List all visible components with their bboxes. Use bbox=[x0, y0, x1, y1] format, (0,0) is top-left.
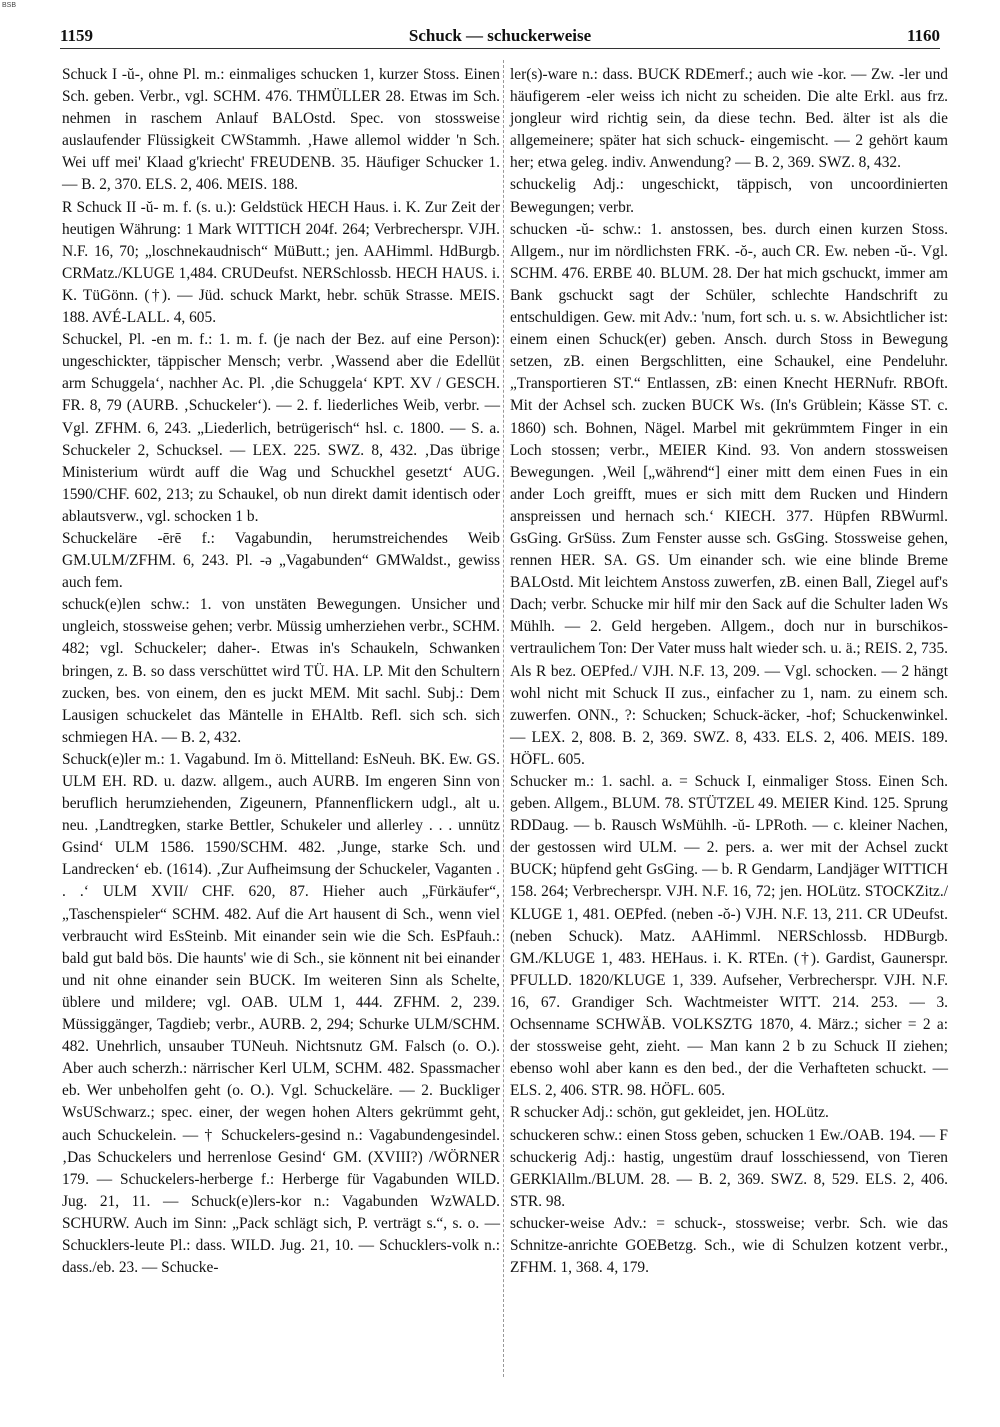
entry-schuckerweise: schucker-weise Adv.: = schuck-, stossweise; verbr. Sch. wie das Schnitze-anrichte GOEBetzg. Sch., wie di Schulzen kotzent verbr., ZFHM. 1, 368. 4, 179. bbox=[510, 1214, 948, 1277]
entry-schuckelaere: Schuckeläre -ērē f.: Vagabundin, herumstreichendes Weib GM.ULM/ZFHM. 6, 243. Pl. -ə „Vagabunden“ GMWaldst., gewiss auch fem. bbox=[62, 529, 500, 592]
entry-schuckeren: schuckeren schw.: einen Stoss geben, schucken 1 Ew./OAB. 194. — F schuckerig Adj.: hastig, ungestüm drauf losschiessend, von Tieren GERKlAllm./BLUM. 28. — B. 2, 369. SWZ. 8, 529. ELS. 2, 406. STR. 98. bbox=[510, 1126, 948, 1210]
page-header bbox=[60, 26, 940, 50]
library-stamp: BSB bbox=[2, 2, 17, 9]
entry-schuckeler: Schuck(e)ler m.: 1. Vagabund. Im ö. Mittelland: EsNeuh. BK. Ew. GS. ULM EH. RD. u. dazw. allgem., auch AURB. Im engeren Sinn von beruflich herumziehenden, Zigeunern, Pfannenflickern udgl., alt u. neu. ‚Landtregken, starke Bettler, Schukeler und allerley . . . unnütz Gsind‘ ULM 1586. 1590/SCHM. 482. ‚Junge, starke Sch. und Landrecken‘ eb. (1614). ‚Zur Aufheimsung der Schuckeler, Vaganten . . .‘ ULM XVII/ CHF. 620, 87. Hieher auch „Fürkäufer“, „Taschenspieler“ SCHM. 482. Auf die Art hausent di Sch., wenn viel verbraucht wird EsSteinb. Mit einander sein wie die Sch. EsPfauh.: bald gut bald bös. Die haunts' wie di Sch., sie könnent nit bei einander und nit ohne einander sein BUCK. Im weiteren Sinn als Schelte, üblere und mildere; vgl. OAB. ULM 1, 444. ZFHM. 2, 239. Müssiggänger, Tagdieb; verbr., AURB. 2, 294; Schurke ULM/SCHM. 482. Unehrlich, unsauber TUNeuh. Nichtsnutz GM. Falsch (o. O.). Aber auch scherzh.: närrischer Kerl ULM, SCHM. 482. Spassmacher eb. Wer unbeholfen geht (o. O.). Vgl. Schuckeläre. — 2. Buckliger WsUSchwarz.; spec. einer, der wegen hohen Alters gekrümmt geht, auch Schuckelein. — † Schuckelers-gesind n.: Vagabundengesindel. ‚Das Schuckelers und herrenlose Gesind‘ GM. (XVIII?) /WÖRNER 179. — Schuckelers-herberge f.: Herberge für Vagabunden WILD. Jug. 21, 11. — Schuck(e)lers-kor n.: Vagabunden WzWALD. SCHURW. Auch im Sinn: „Pack schlägt sich, P. verträgt s.“, s. o. — Schucklers-leute Pl.: dass. WILD. Jug. 21, 10. — Schucklers-volk n.: dass./eb. 23. — Schucke- bbox=[62, 750, 500, 1277]
left-column bbox=[62, 64, 500, 1279]
entry-schuckel: Schuckel, Pl. -en m. f.: 1. m. f. (je nach der Bez. auf eine Person): ungeschickter, täppischer Mensch; verbr. ‚Wassend aber die Edellüt arm Schuggela‘, nachher Ac. Pl. ‚die Schuggela‘ KPT. XV / GESCH. FR. 8, 79 (AURB. ‚Schuckeler‘). — 2. f. liederliches Weib, verbr. — Vgl. ZFHM. 6, 243. „Liederlich, betrügerisch“ hsl. c. 1800. — S. a. Schuckeler 2, Schucksel. — LEX. 225. SWZ. 8, 432. ‚Das übrige Ministerium würdt auff die Wag und Schuckhel gesetzt‘ AUG. 1590/CHF. 602, 213; zu Schaukel, ob nun direkt damit identisch oder ablautsverw., vgl. schocken 1 b. bbox=[62, 331, 500, 525]
entry-schucker: Schucker m.: 1. sachl. a. = Schuck I, einmaliger Stoss. Einen Sch. geben. Allgem., BLUM. 78. STÜTZEL 49. MEIER Kind. 125. Sprung RDDaug. — b. Rausch WsMühlh. -ŭ- LPRoth. — c. kleiner Nachen, der gestossen wird ULM. — 2. pers. a. wer mit der Achsel zuckt BUCK; hüpfend geht GsGing. — b. R Gendarm, Landjäger WITTICH 158. 264; Verbrecherspr. VJH. N.F. 16, 72; jen. HOLütz. STOCKZitz./ KLUGE 1, 481. OEPfed. (neben -ŏ-) VJH. N.F. 13, 211. CR UDeufst. (neben Schuck). Matz. AAHimml. NERSchlossb. HDBurgb. GM./KLUGE 1, 483. HEHaus. i. K. RTEn. (†). Gardist, Gaunerspr. PFULLD. 1820/KLUGE 1, 339. Aufseher, Verbrecherspr. VJH. N.F. 16, 67. Grandiger Sch. Wachtmeister WITT. 214. 253. — 3. Ochsenname SCHWÄB. VOLKSZTG 1870, 4. März.; sicher = 2 a: der stossweise geht, zieht. — Man kann 2 b zu Schuck II ziehen; ebenso wohl aber kann es den bed., der die Verhafteten schuckt. — ELS. 2, 406. STR. 98. HÖFL. 605. bbox=[510, 773, 948, 1100]
header-rule bbox=[60, 48, 940, 49]
right-column bbox=[510, 64, 948, 1279]
entry-schuck-i: Schuck I -ŭ-, ohne Pl. m.: einmaliges schucken 1, kurzer Stoss. Einen Sch. geben. Verbr., vgl. SCHM. 476. THMÜLLER 28. Etwas im Sch. nehmen in raschem Anlauf BALOstd. Spec. von stossweise auslaufender Flüssigkeit CWStammh. ‚Hawe allemol widder 'n Sch. Wei uff mei' Klaad g'kriecht' FREUDENB. 35. Häufiger Schucker 1. — B. 2, 370. ELS. 2, 406. MEIS. 188. bbox=[62, 66, 500, 194]
entry-schucken: schucken -ŭ- schw.: 1. anstossen, bes. durch einen kurzen Stoss. Allgem., nur im nördlichsten FRK. -ŏ-, auch CR. Ew. neben -ŭ-. Vgl. SCHM. 476. ERBE 40. BLUM. 28. Der hat mich gschuckt, immer am Bank gschuckt sagt der Schüler, schlechte Handschrift zu entschuldigen. Gew. mit Adv.: 'num, fort sch. u. s. w. Absichtlicher ist: einem einen Schuck(er) geben. Ansch. durch Stoss in Bewegung setzen, zB. einen Bergschlitten, eine Schaukel, eine Pendeluhr. „Transportieren ST.“ Entlassen, zB: einen Knecht HERNufr. RBOft. Mit der Achsel sch. zucken BUCK Ws. (In's Grüblein; Kässe ST. c. 1860) sch. Bohnen, Nägel. Marbel mit gekrümmtem Finger in ein Loch stossen; verbr., MEIER Kind. 93. Von andern stossweisen Bewegungen. ‚Weil [„während“] einer mitt dem einen Fues in ein ander Loch greifft, mues er sich mitt dem Rucken und Hindern anspreissen und hernach sch.‘ KIECH. 377. Hüpfen RBWurml. GsGing. GrSüss. Zum Fenster ausse sch. GsGing. Stossweise gehen, rennen HER. SA. GS. Um einander sch. wie eine blinde Breme BALOstd. Mit leichtem Anstoss zuwerfen, zB. einen Ball, Ziegel auf's Dach; verbr. Schucke mir hilf mir den Sack auf die Schulter laden Ws Mühlh. — 2. Geld hergeben. Allgem., doch nur in burschikos-vertraulichem Ton: Der Vater muss halt wieder sch. u. ä.; REIS. 2, 735. Als R bez. OEPfed./ VJH. N.F. 13, 209. — Vgl. schocken. — 2 hängt wohl nicht mit Schuck II zus., einfacher zu 1, nam. zu einem sch. zuwerfen. ONN., ?: Schucken; Schuck-äcker, -hof; Schuckenwinkel. — LEX. 2, 808. B. 2, 369. SWZ. 8, 433. ELS. 2, 406. MEIS. 189. HÖFL. 605. bbox=[510, 220, 948, 768]
column-separator bbox=[503, 60, 504, 1377]
page-number-right: 1160 bbox=[906, 26, 940, 45]
page-number-left: 1159 bbox=[60, 26, 94, 45]
entry-schuckelig: schuckelig Adj.: ungeschickt, täppisch, von uncoordinierten Bewegungen; verbr. bbox=[510, 176, 948, 216]
entry-schuckelen: schuck(e)len schw.: 1. von unstäten Bewegungen. Unsicher und ungleich, stossweise gehen; verbr. Müssig umherziehen verbr., SCHM. 482; vgl. Schuckeler; daher-. Etwas in's Schaukeln, Schwanken bringen, z. B. so dass verschüttet wird TÜ. HA. LP. Mit den Schultern zucken, bes. von einem, den es juckt MEM. Mit sachl. Subj.: Dem Lausigen schuckelet das Mäntelle in EHAltb. Refl. sich sch. sich schmiegen HA. — B. 2, 432. bbox=[62, 596, 500, 746]
entry-schucker-adj: R schucker Adj.: schön, gut gekleidet, jen. HOLütz. bbox=[510, 1104, 829, 1122]
entry-schuckeler-cont: ler(s)-ware n.: dass. BUCK RDEmerf.; auch wie -kor. — Zw. -ler und häufigerem -eler weiss ich nicht zu scheiden. Die alte Erkl. aus frz. jongleur wird richtig sein, da diese techn. Bed. älter ist als die allgemeinere; später hat sich schuck- eingemischt. — 2 gehört kaum her; etwa geleg. indiv. Anwendung? — B. 2, 369. SWZ. 8, 432. bbox=[510, 66, 948, 172]
entry-schuck-ii: R Schuck II -ŭ- m. f. (s. u.): Geldstück HECH Haus. i. K. Zur Zeit der heutigen Währung: 1 Mark WITTICH 204f. 264; Verbrecherspr. VJH. N.F. 16, 70; „loschnekaudnisch“ MüButt.; jen. AAHimml. HdBurgb. CRMatz./KLUGE 1,484. CRUDeufst. NERSchlossb. HECH HAUS. i. K. TüGönn. (†). — Jüd. schuck Markt, hebr. schūk Strasse. MEIS. 188. AVÉ-LALL. 4, 605. bbox=[62, 198, 500, 327]
running-title: Schuck — schuckerweise bbox=[408, 26, 592, 45]
